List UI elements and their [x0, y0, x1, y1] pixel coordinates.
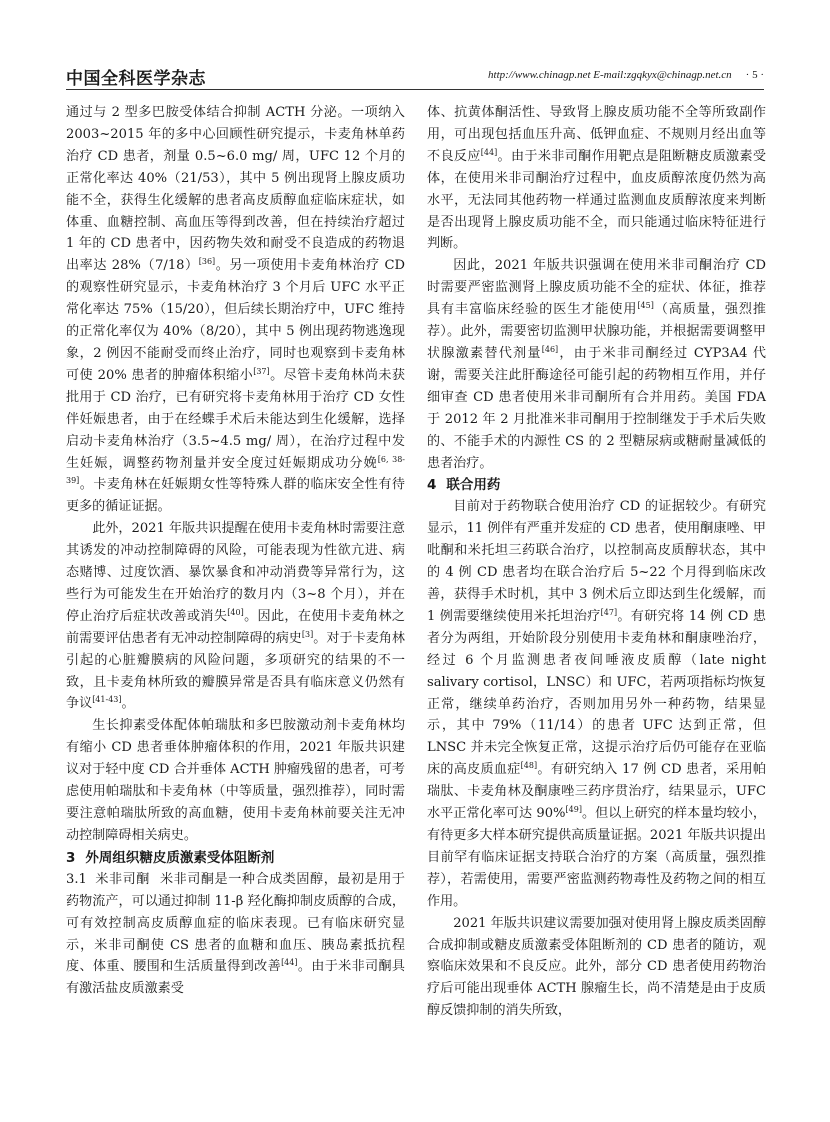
citation[interactable]: [40] [227, 607, 244, 617]
subsection-title: 米非司酮 [94, 871, 150, 887]
paragraph: 因此，2021 年版共识强调在使用米非司酮治疗 CD 时需要严密监测肾上腺皮质功能不全的症状、体征，推荐具有丰富临床经验的医生才能使用[45]（高质量，强烈推荐）。此外，需要密切监测甲状腺功能，并根据需要调整甲状腺激素替代剂量[46]，由于米非司酮经过 CYP3A4 代谢，需要关注此肝酶途径可能引起的药物相互作用，并仔细审查 CD 患者使用米非司酮所有合并用药。美国 FDA 于 2012 年 2 月批准米非司酮用于控制继发于手术后失败的、不能手术的内源性 CS 的 2 型糖尿病或糖耐量减低的患者治疗。 [427, 258, 767, 471]
paragraph: 目前对于药物联合使用治疗 CD 的证据较少。有研究显示，11 例伴有严重并发症的 CD 患者，使用酮康唑、甲吡酮和米托坦三药联合治疗，以控制高皮质醇状态，其中的 4 例 CD 患者均在联合治疗后 5~22 个月得到临床改善，获得手术时机，其中 3 例术后立即达到生化缓解，而 1 例需要继续使用米托坦治疗[47]。有研究将 14 例 CD 患者分为两组，开始阶段分别使用卡麦角林和酮康唑治疗，经过 6 个月监测患者夜间唾液皮质醇（late night salivary cortisol，LNSC）和 UFC，若两项指标均恢复正常，继续单药治疗，否则加用另外一种药物，结果显示，其中 79%（11/14）的患者 UFC 达到正常，但 LNSC 并未完全恢复正常，这提示治疗后仍可能存在亚临床的高皮质血症[48]。有研究纳入 17 例 CD 患者，采用帕瑞肽、卡麦角林及酮康唑三药序贯治疗，结果显示，UFC 水平正常化率可达 90%[49]。但以上研究的样本量均较小，有待更多大样本研究提供高质量证据。2021 年版共识提出目前罕有临床证据支持联合治疗的方案（高质量，强烈推荐），若需使用，需要严密监测药物毒性及药物之间的相互作用。 [427, 499, 767, 909]
citation[interactable]: [46] [541, 344, 559, 354]
page-number: · 5 · [745, 69, 764, 81]
paragraph: 体、抗黄体酮活性、导致肾上腺皮质功能不全等所致副作用，可出现包括血压升高、低钾血症、不规则月经出血等不良反应[44]。由于米非司酮作用靶点是阻断糖皮质激素受体，在使用米非司酮治疗过程中，血皮质醇浓度仍然为高水平，无法同其他药物一样通过监测血皮质醇浓度来判断是否出现肾上腺皮质功能不全，而只能通过临床特征进行判断。 [427, 105, 767, 252]
header-rule [66, 89, 764, 90]
citation[interactable]: [44] [281, 958, 298, 968]
citation[interactable]: [36] [198, 257, 216, 267]
paragraph: 3.1 米非司酮 米非司酮是一种合成类固醇，最初是用于药物流产，可以通过抑制 11-β 羟化酶抑制皮质醇的合成，可有效控制高皮质醇血症的临床表现。已有临床研究显示，米非司酮使 CS 患者的血糖和血压、胰岛素抵抗程度、体重、腰围和生活质量得到改善[44]。由于米非司酮具有激活盐皮质激素受 [66, 871, 406, 997]
paragraph: 此外，2021 年版共识提醒在使用卡麦角林时需要注意其诱发的冲动控制障碍的风险，可能表现为性欲亢进、病态赌博、过度饮酒、暴饮暴食和冲动消费等异常行为，这些行为可能发生在开始治疗的数月内（3~8 个月），并在停止治疗后症状改善或消失[40]。因此，在使用卡麦角林之前需要评估患者有无冲动控制障碍的病史[3]。对于卡麦角林引起的心脏瓣膜病的风险问题，多项研究的结果的不一致，且卡麦角林所致的瓣膜异常是否具有临床意义仍然有争议[41-43]。 [66, 521, 406, 712]
page-header [66, 64, 764, 89]
citation[interactable]: [44] [480, 147, 498, 157]
right-column [427, 102, 766, 1022]
citation[interactable]: [45] [637, 301, 654, 311]
citation[interactable]: [48] [520, 761, 538, 771]
paragraph: 生长抑素受体配体帕瑞肽和多巴胺激动剂卡麦角林均有缩小 CD 患者垂体肿瘤体积的作用，2021 年版共识建议对于轻中度 CD 合并垂体 ACTH 肿瘤残留的患者，可考虑使用帕瑞肽和卡麦角林（中等质量，强烈推荐），同时需要注意帕瑞肽所致的高血糖，使用卡麦角林前要关注无冲动控制障碍相关病史。 [66, 718, 405, 843]
paragraph: 2021 年版共识建议需要加强对使用肾上腺皮质类固醇合成抑制或糖皮质激素受体阻断剂的 CD 患者的随访，观察临床效果和不良反应。此外，部分 CD 患者使用药物治疗后可能出现垂体 ACTH 腺瘤生长，尚不清楚是由于皮质醇反馈抑制的消失所致， [427, 915, 766, 1019]
citation[interactable]: [37] [253, 366, 270, 376]
citation[interactable]: [6, 38-39] [66, 454, 406, 486]
journal-url-email[interactable]: http://www.chinagp.net E-mail:zgqkyx@chinagp.net.cn [488, 69, 732, 81]
citation[interactable]: [3] [301, 629, 314, 639]
header-contact [488, 69, 764, 81]
citation[interactable]: [49] [565, 805, 582, 815]
citation[interactable]: [41-43] [92, 695, 122, 705]
paragraph: 通过与 2 型多巴胺受体结合抑制 ACTH 分泌。一项纳入 2003~2015 年的多中心回顾性研究提示，卡麦角林单药治疗 CD 患者，剂量 0.5~6.0 mg/ 周，UFC 12 个月的正常化率达 40%（21/53），其中 5 例出现肾上腺皮质功能不全，获得生化缓解的患者高皮质醇血症临床症状，如体重、血糖控制、高血压等得到改善，但在持续治疗超过 1 年的 CD 患者中，因药物失效和耐受不良造成的药物退出率达 28%（7/18）[36]。另一项使用卡麦角林治疗 CD 的观察性研究显示，卡麦角林治疗 3 个月后 UFC 水平正常化率达 75%（15/20），但后续长期治疗中，UFC 维持的正常化率仅为 40%（8/20），其中 5 例出现药物逃逸现象，2 例因不能耐受而终止治疗，同时也观察到卡麦角林可使 20% 患者的肿瘤体积缩小[37]。尽管卡麦角林尚未获批用于 CD 治疗，已有研究将卡麦角林用于治疗 CD 女性伴妊娠患者，由于在经蝶手术后未能达到生化缓解，选择启动卡麦角林治疗（3.5~4.5 mg/ 周），在治疗过程中发生妊娠，调整药物剂量并安全度过妊娠期成功分娩[6, 38-39]。卡麦角林在妊娠期女性等特殊人群的临床安全性有待更多的循证证据。 [66, 105, 406, 515]
section-heading: 3 外周组织糖皮质激素受体阻断剂 [66, 849, 275, 866]
subsection-number: 3.1 [66, 871, 87, 887]
left-column [66, 102, 405, 1000]
citation[interactable]: [47] [600, 607, 618, 617]
journal-title: 中国全科医学杂志 [66, 69, 206, 89]
section-heading: 4 联合用药 [427, 477, 501, 494]
